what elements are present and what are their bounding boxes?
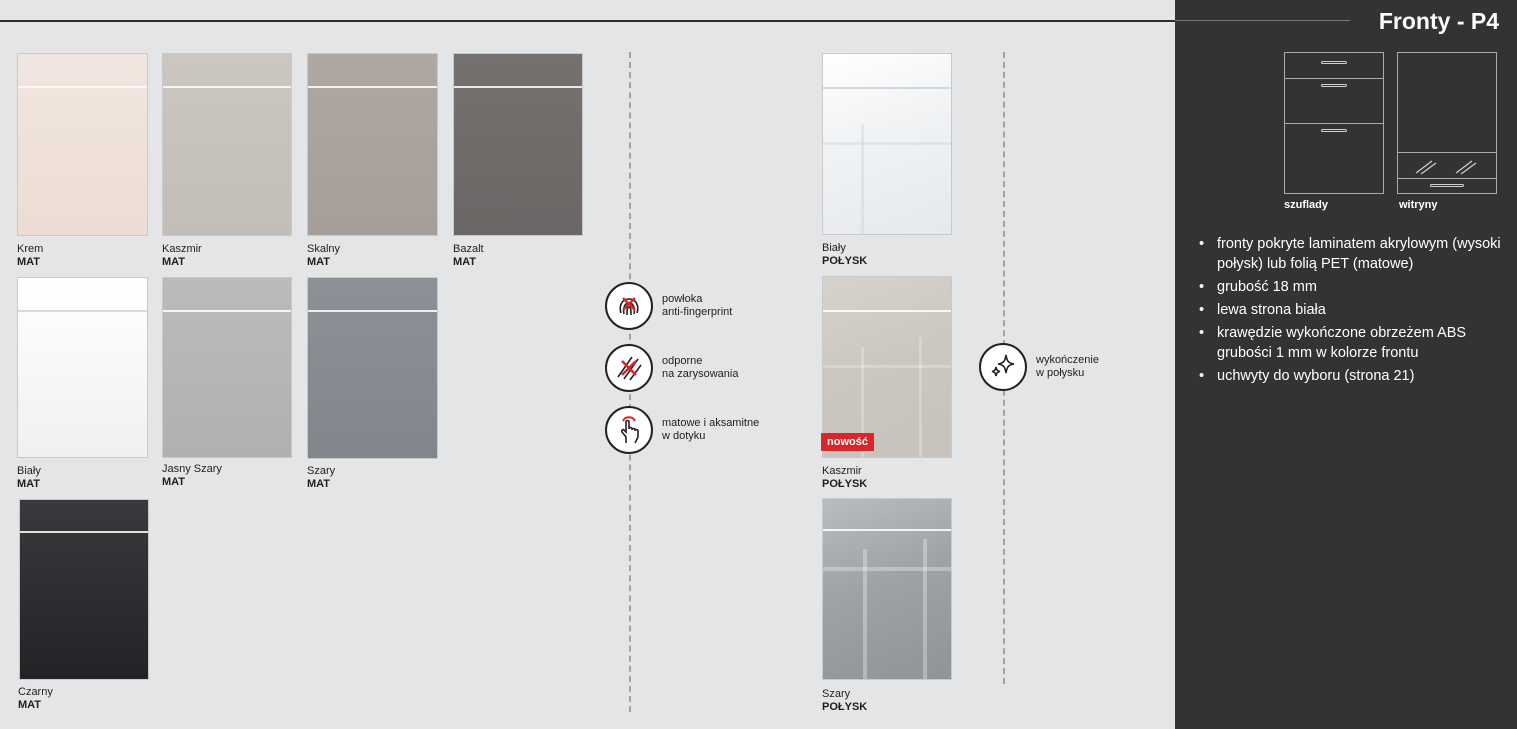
swatch-label: Kaszmir MAT (162, 243, 202, 268)
new-badge: nowość (821, 433, 874, 451)
feature-anti-fingerprint: powłoka anti-fingerprint (605, 282, 732, 330)
drawers-scheme (1284, 52, 1384, 194)
feature-matte-velvet: matowe i aksamitne w dotyku (605, 406, 759, 454)
spec-item: • uchwyty do wyboru (strona 21) (1197, 366, 1509, 386)
swatch-label: Skalny MAT (307, 243, 341, 268)
swatch-label: Czarny MAT (18, 686, 53, 711)
scratch-icon (605, 344, 653, 392)
swatch-krem-mat[interactable] (17, 53, 148, 236)
swatch-label: Bazalt MAT (453, 243, 484, 268)
fingerprint-icon (605, 282, 653, 330)
swatch-jasny-szary-mat[interactable] (162, 277, 292, 458)
feature-scratch-resistant: odporne na zarysowania (605, 344, 738, 392)
swatch-kaszmir-mat[interactable] (162, 53, 292, 236)
top-rule (0, 20, 1175, 22)
spec-item: • grubość 18 mm (1197, 277, 1509, 297)
swatch-skalny-mat[interactable] (307, 53, 438, 236)
swatch-label: Biały POŁYSK (822, 242, 868, 267)
swatch-szary-polysk[interactable] (822, 498, 952, 680)
feature-gloss-finish: wykończenie w połysku (979, 343, 1099, 391)
specs-list (1197, 234, 1509, 389)
swatch-label: Biały MAT (17, 465, 41, 490)
panel-rule (1175, 20, 1350, 21)
info-panel (1175, 0, 1517, 729)
glass-label: witryny (1399, 199, 1438, 211)
spec-item: • fronty pokryte laminatem akrylowym (wysoki połysk) lub folią PET (matowe) (1197, 234, 1509, 274)
swatch-bialy-polysk[interactable] (822, 53, 952, 235)
page-title: Fronty - P4 (1378, 8, 1499, 34)
swatch-label: Jasny Szary MAT (162, 463, 222, 488)
spec-item: • lewa strona biała (1197, 300, 1509, 320)
sparkle-icon (979, 343, 1027, 391)
swatch-kaszmir-polysk[interactable] (822, 276, 952, 458)
swatch-label: Kaszmir POŁYSK (822, 465, 868, 490)
spec-item: • krawędzie wykończone obrzeżem ABS grubości 1 mm w kolorze frontu (1197, 323, 1509, 363)
glass-scheme (1397, 52, 1497, 194)
drawers-label: szuflady (1284, 199, 1329, 211)
swatch-label: Szary MAT (307, 465, 336, 490)
swatch-bazalt-mat[interactable] (453, 53, 583, 236)
touch-icon (605, 406, 653, 454)
swatch-label: Szary POŁYSK (822, 688, 868, 713)
swatch-szary-mat[interactable] (307, 277, 438, 459)
swatch-bialy-mat[interactable] (17, 277, 148, 458)
swatch-czarny-mat[interactable] (19, 499, 149, 680)
swatch-label: Krem MAT (17, 243, 44, 268)
